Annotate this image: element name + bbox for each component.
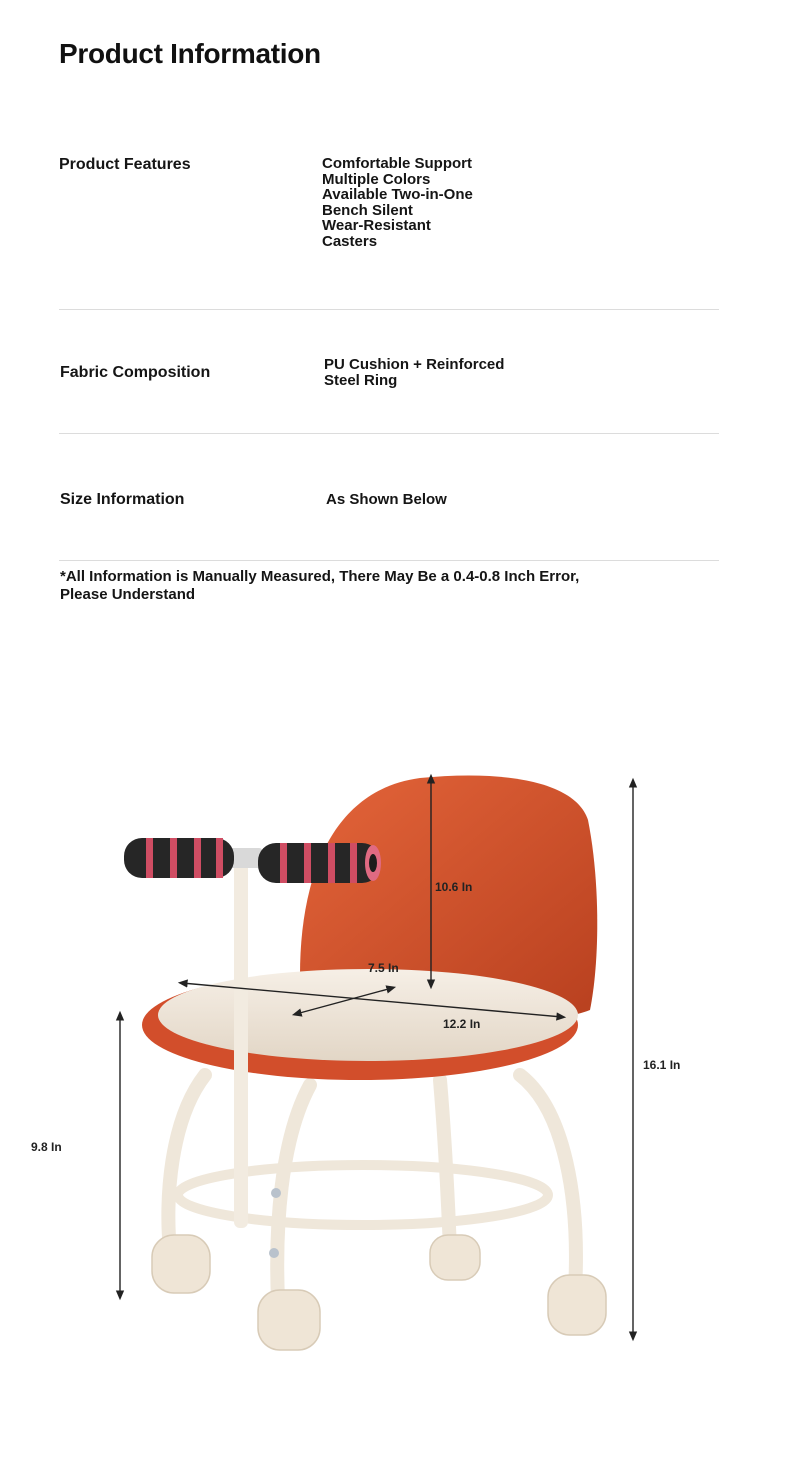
size-information-value: [326, 492, 526, 508]
feature-line: Bench Silent: [322, 201, 413, 219]
product-features-label: Product Features: [59, 156, 191, 173]
measurement-note: [60, 568, 620, 604]
casters: [152, 1235, 606, 1350]
feature-line: Comfortable Support: [322, 155, 472, 172]
fabric-line: PU Cushion + Reinforced: [324, 356, 505, 373]
chair-dimension-diagram: [0, 760, 790, 1380]
chair-frame: [168, 1075, 576, 1300]
divider: [59, 560, 719, 561]
size-information-label: Size Information: [60, 491, 185, 508]
feature-line: Multiple Colors: [322, 170, 431, 188]
note-line: *All Information is Manually Measured, There May Be a 0.4-0.8 Inch Error,: [60, 568, 580, 585]
handle-grip-left: [124, 838, 234, 878]
handle-grip-right: [258, 843, 381, 883]
divider: [59, 433, 719, 434]
backrest-height-label: 10.6 In: [435, 880, 473, 894]
seat-width-label: 12.2 In: [443, 1017, 481, 1031]
total-height-label: 16.1 In: [643, 1058, 681, 1072]
page-title: Product Information: [59, 38, 321, 69]
seat-depth-label: 7.5 In: [368, 961, 399, 975]
note-line: Please Understand: [60, 586, 196, 603]
fabric-line: Steel Ring: [324, 371, 398, 389]
fabric-composition-label: Fabric Composition: [60, 364, 211, 381]
divider: [59, 309, 719, 310]
feature-line: Available Two-in-One: [322, 186, 473, 203]
fabric-composition-value: [324, 357, 524, 388]
seat-height-label: 9.8 In: [31, 1140, 62, 1154]
size-line: As Shown Below: [326, 491, 447, 508]
feature-line: Wear-Resistant: [322, 217, 431, 234]
product-features-value: [322, 156, 522, 249]
feature-line: Casters: [322, 232, 378, 250]
seat-cushion: [158, 969, 578, 1061]
